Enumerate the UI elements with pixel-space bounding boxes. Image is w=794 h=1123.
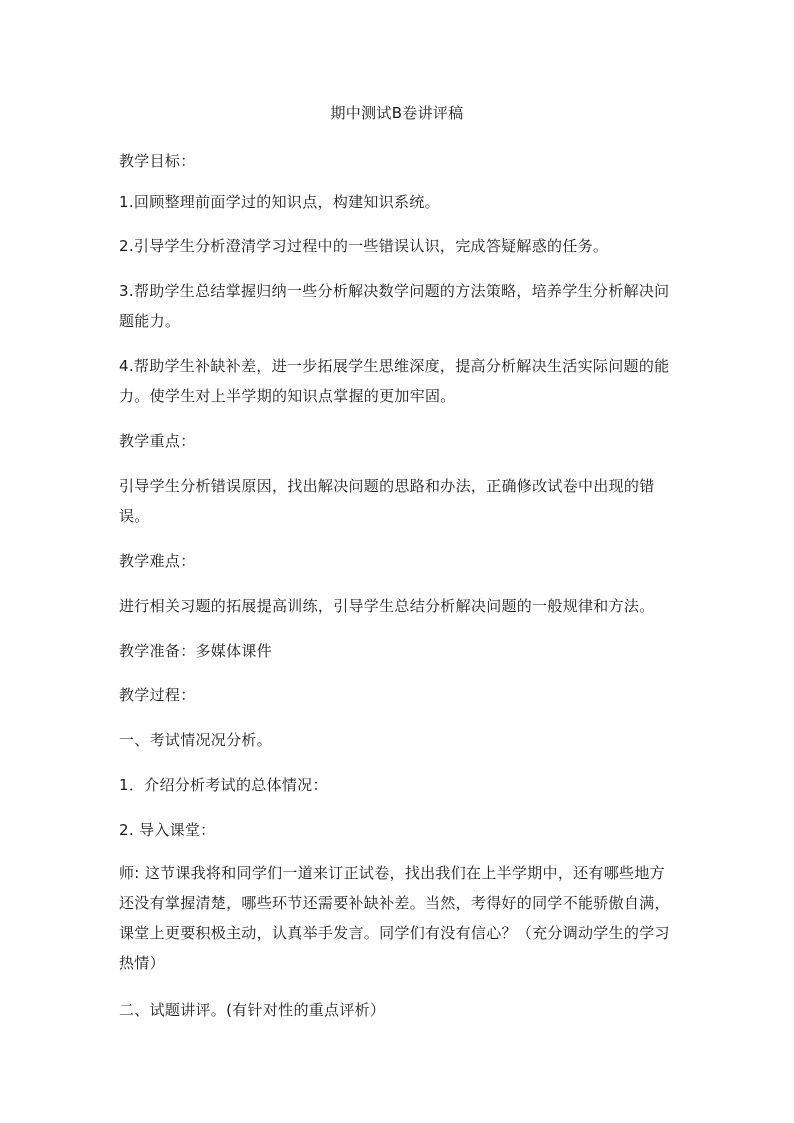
objective-item-4: 4.帮助学生补缺补差，进一步拓展学生思维深度，提高分析解决生活实际问题的能力。使学生对上半学期的知识点掌握的更加牢固。 — [119, 357, 670, 405]
process-substep-1: 1．介绍分析考试的总体情况： — [119, 776, 328, 794]
section-heading-difficulties: 教学难点： — [119, 552, 196, 570]
teacher-dialogue-text: 师: 这节课我将和同学们一道来订正试卷，找出我们在上半学期中，还有哪些地方还没有掌握清楚，哪些环节还需要补缺补差。当然，考得好的同学不能骄傲自满，课堂上更要积极主动，认真举手发言。同学们有没有信心？（充分调动学生的学习热情） — [119, 864, 670, 972]
key-points-text: 引导学生分析错误原因，找出解决问题的思路和办法，正确修改试卷中出现的错误。 — [119, 477, 655, 525]
objective-item-2: 2.引导学生分析澄清学习过程中的一些错误认识，完成答疑解惑的任务。 — [119, 237, 609, 255]
objective-item-3: 3.帮助学生总结掌握归纳一些分析解决数学问题的方法策略，培养学生分析解决问题能力。 — [119, 282, 670, 330]
objective-item-1: 1.回顾整理前面学过的知识点，构建知识系统。 — [119, 193, 440, 211]
section-heading-key-points: 教学重点： — [119, 432, 196, 450]
document-title: 期中测试B卷讲评稿 — [330, 104, 464, 122]
difficulties-text: 进行相关习题的拓展提高训练，引导学生总结分析解决问题的一般规律和方法。 — [119, 597, 655, 615]
section-heading-objectives: 教学目标： — [119, 152, 196, 170]
process-step-2-heading: 二、试题讲评。(有针对性的重点评析） — [119, 1001, 386, 1019]
process-substep-2: 2. 导入课堂： — [119, 821, 216, 839]
preparation-text: 教学准备：多媒体课件 — [119, 642, 273, 660]
section-heading-process: 教学过程： — [119, 686, 196, 704]
process-step-1-heading: 一、考试情况况分析。 — [119, 731, 273, 749]
